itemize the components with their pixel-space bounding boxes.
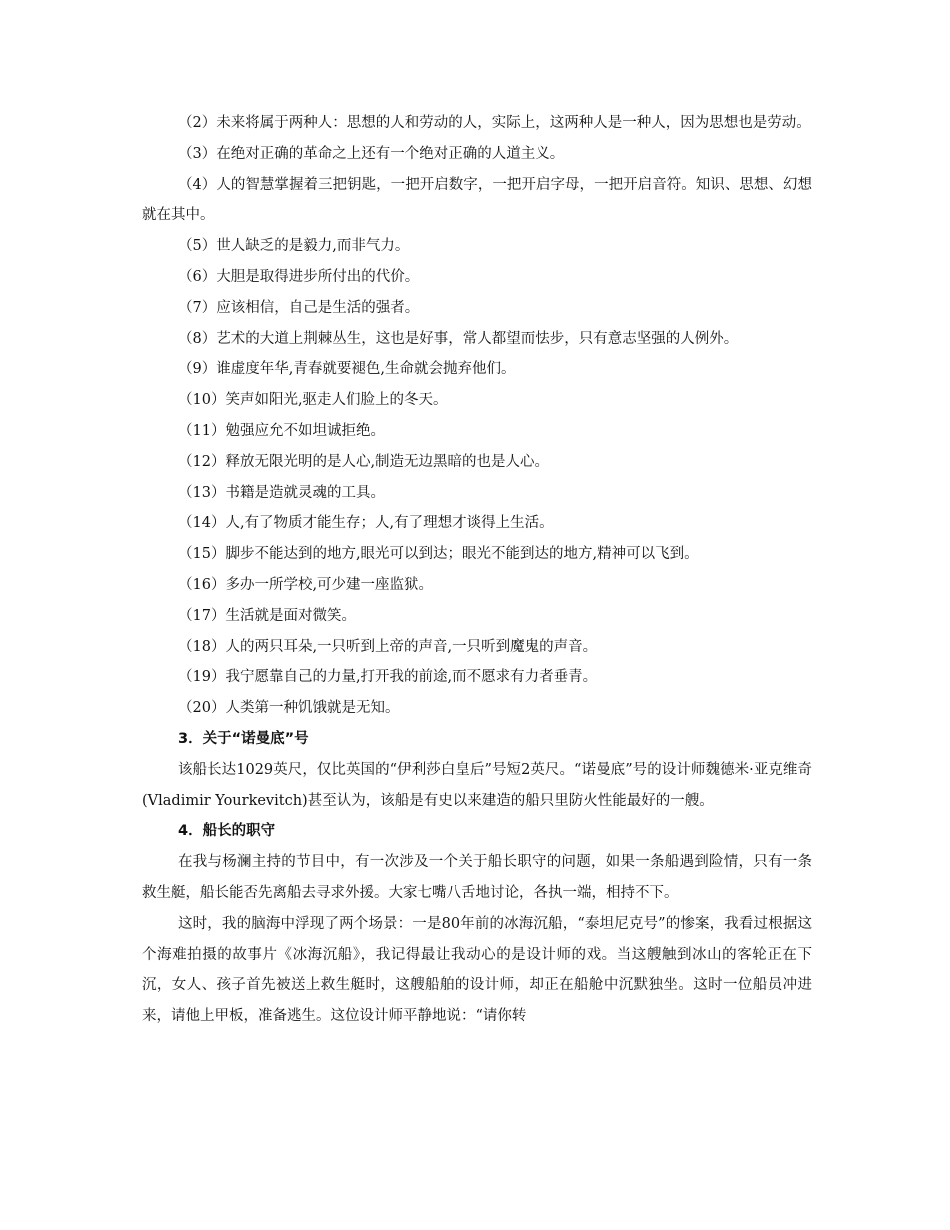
quote-18: （18）人的两只耳朵,一只听到上帝的声音,一只听到魔鬼的声音。	[178, 638, 598, 655]
quote-12: （12）释放无限光明的是人心,制造无边黑暗的也是人心。	[178, 453, 550, 470]
section-4-paragraph-1: 在我与杨澜主持的节目中，有一次涉及一个关于船长职守的问题，如果一条船遇到险情，只有一条救生艇，船长能否先离船去寻求外援。大家七嘴八舌地讨论，各执一端，相持不下。	[142, 854, 812, 901]
quote-7: （7）应该相信，自己是生活的强者。	[178, 299, 420, 316]
quote-9: （9）谁虚度年华,青春就要褪色,生命就会抛弃他们。	[178, 361, 516, 378]
quote-3: （3）在绝对正确的革命之上还有一个绝对正确的人道主义。	[178, 145, 565, 162]
quote-16: （16）多办一所学校,可少建一座监狱。	[178, 576, 434, 593]
quote-11: （11）勉强应允不如坦诚拒绝。	[178, 422, 385, 439]
quote-6: （6）大胆是取得进步所付出的代价。	[178, 268, 420, 285]
quote-20: （20）人类第一种饥饿就是无知。	[178, 700, 400, 717]
section-3-paragraph: 该船长达1029英尺，仅比英国的“伊利莎白皇后”号短2英尺。“诺曼底”号的设计师魏德米·亚克维奇(Vladimir Yourkevitch)甚至认为，该船是有史以来建造的船只里防火性能最好的一艘。	[142, 761, 812, 809]
quote-2: （2）未来将属于两种人：思想的人和劳动的人，实际上，这两种人是一种人，因为思想也是劳动。	[178, 115, 811, 131]
section-3-heading: 3．关于“诺曼底”号	[178, 730, 309, 747]
section-4-heading: 4．船长的职守	[178, 823, 276, 840]
quote-5: （5）世人缺乏的是毅力,而非气力。	[178, 238, 410, 255]
quote-8: （8）艺术的大道上荆棘丛生，这也是好事，常人都望而怯步，只有意志坚强的人例外。	[178, 330, 739, 347]
quote-4: （4）人的智慧掌握着三把钥匙，一把开启数字，一把开启字母，一把开启音符。知识、思想、幻想就在其中。	[142, 176, 812, 224]
quote-13: （13）书籍是造就灵魂的工具。	[178, 484, 385, 501]
quote-14: （14）人,有了物质才能生存；人,有了理想才谈得上生活。	[178, 515, 554, 532]
quote-19: （19）我宁愿靠自己的力量,打开我的前途,而不愿求有力者垂青。	[178, 669, 598, 686]
quote-15: （15）脚步不能达到的地方,眼光可以到达；眼光不能到达的地方,精神可以飞到。	[178, 546, 699, 563]
quote-17: （17）生活就是面对微笑。	[178, 607, 356, 624]
section-4-paragraph-2: 这时，我的脑海中浮现了两个场景：一是80年前的冰海沉船，“泰坦尼克号”的惨案，我看过根据这个海难拍摄的故事片《冰海沉船》，我记得最让我动心的是设计师的戏。当这艘触到冰山的客轮正在下沉，女人、孩子首先被送上救生艇时，这艘船舶的设计师，却正在船舱中沉默独坐。这时一位船员冲进来，请他上甲板，准备逃生。这位设计师平静地说：“请你转	[142, 915, 812, 1025]
quote-10: （10）笑声如阳光,驱走人们脸上的冬天。	[178, 392, 448, 409]
document-page	[142, 108, 812, 1032]
